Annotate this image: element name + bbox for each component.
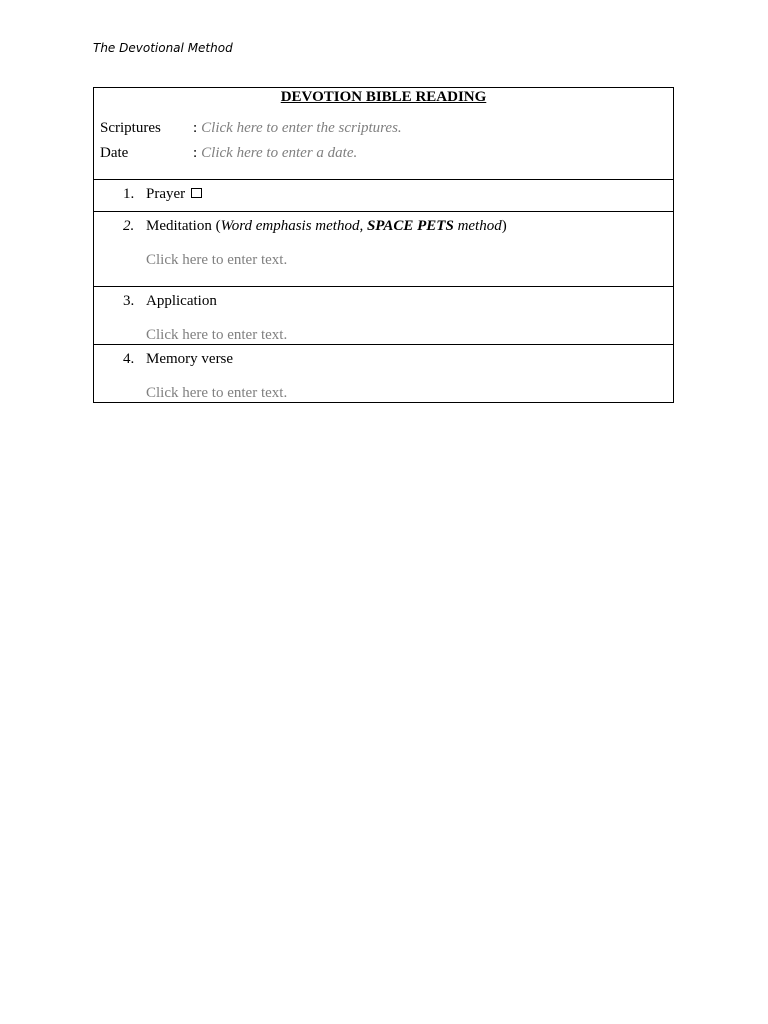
space-pets-label: SPACE PETS xyxy=(366,218,454,234)
date-colon: : xyxy=(193,145,198,161)
scriptures-field[interactable]: Click here to enter the scriptures. xyxy=(201,120,402,136)
word-emphasis-method: Word emphasis method, xyxy=(220,218,367,234)
meditation-label-row xyxy=(146,218,507,235)
paren-open: ( xyxy=(211,218,221,234)
method-word: method xyxy=(453,218,502,234)
date-label: Date xyxy=(100,145,129,161)
application-section xyxy=(94,287,673,345)
scriptures-label: Scriptures xyxy=(100,120,161,136)
form-header-section xyxy=(94,88,673,180)
prayer-checkbox[interactable] xyxy=(191,188,202,198)
meditation-text-field[interactable]: Click here to enter text. xyxy=(146,252,288,268)
memory-verse-label: Memory verse xyxy=(146,351,234,367)
memory-verse-text-field[interactable]: Click here to enter text. xyxy=(146,385,288,401)
scriptures-colon: : xyxy=(193,120,198,136)
prayer-label-row xyxy=(146,186,202,203)
paren-close: ) xyxy=(501,218,507,234)
application-label: Application xyxy=(146,293,217,309)
prayer-label: Prayer xyxy=(146,186,186,202)
item-number: 4. xyxy=(123,351,135,367)
item-number: 2. xyxy=(123,218,135,234)
meditation-section xyxy=(94,212,673,287)
item-number: 1. xyxy=(123,186,135,202)
date-row xyxy=(100,145,357,165)
date-field[interactable]: Click here to enter a date. xyxy=(201,145,358,161)
scriptures-row xyxy=(100,120,402,140)
form-title: DEVOTION BIBLE READING xyxy=(280,89,487,105)
running-header: The Devotional Method xyxy=(93,41,233,55)
meditation-label: Meditation xyxy=(146,218,212,234)
devotion-form xyxy=(93,87,674,403)
item-number: 3. xyxy=(123,293,135,309)
prayer-section xyxy=(94,180,673,212)
memory-verse-section xyxy=(94,345,673,402)
application-text-field[interactable]: Click here to enter text. xyxy=(146,327,288,343)
